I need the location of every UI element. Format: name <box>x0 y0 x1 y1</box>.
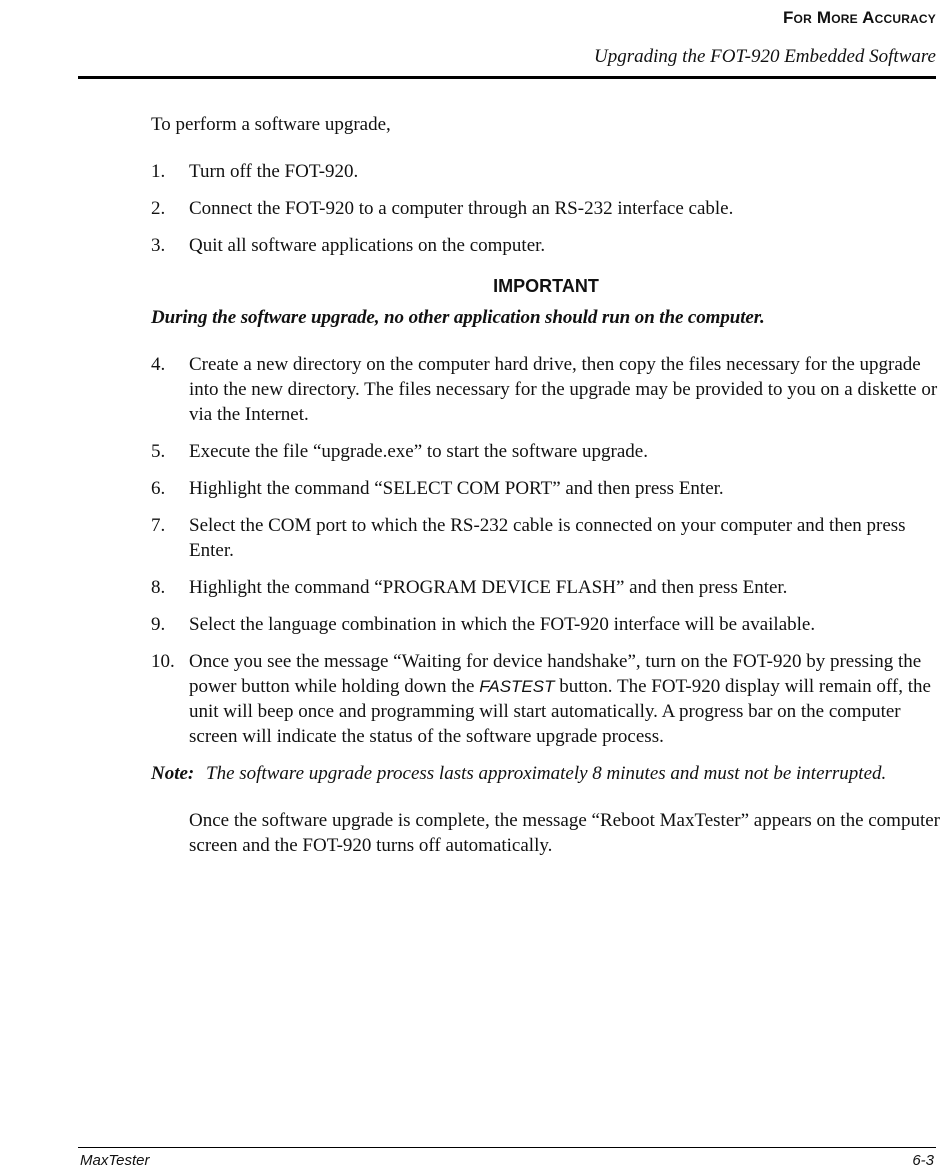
step-text-after: button. The FOT-920 display will remain off, the unit will beep once and programming will start automatically. A progress bar on the computer screen will indicate the status of the software upgrade process. <box>189 676 931 747</box>
step-item <box>151 575 941 600</box>
step-number: 8. <box>151 577 166 598</box>
important-heading: IMPORTANT <box>493 276 599 296</box>
note-block <box>151 761 941 786</box>
steps-list-a <box>151 159 941 258</box>
fastest-button-label: FASTEST <box>479 677 555 696</box>
intro-text: To perform a software upgrade, <box>151 114 391 135</box>
step-item <box>151 233 941 258</box>
step-item <box>151 352 941 427</box>
step-number: 10. <box>151 651 175 672</box>
step-item <box>151 196 941 221</box>
step-text: Highlight the command “SELECT COM PORT” and then press Enter. <box>189 478 724 499</box>
step-text: Select the COM port to which the RS-232 cable is connected on your computer and then press Enter. <box>189 515 906 561</box>
step-text: Execute the file “upgrade.exe” to start the software upgrade. <box>189 441 648 462</box>
step-number: 6. <box>151 478 166 499</box>
step-text: Highlight the command “PROGRAM DEVICE FLASH” and then press Enter. <box>189 577 788 598</box>
step-text: Quit all software applications on the computer. <box>189 235 546 256</box>
step-item <box>151 476 941 501</box>
step-item <box>151 612 941 637</box>
page-number: 6-3 <box>912 1152 934 1169</box>
step-number: 5. <box>151 441 166 462</box>
step-number: 1. <box>151 161 166 182</box>
footer-product: MaxTester <box>80 1152 150 1169</box>
step-text: Create a new directory on the computer hard drive, then copy the files necessary for the upgrade into the new directory. The files necessary for the upgrade may be provided to you on a diskette or via the Internet. <box>189 354 938 425</box>
step-number: 4. <box>151 354 166 375</box>
header-rule <box>78 76 936 79</box>
step-item <box>151 159 941 184</box>
page-body <box>151 112 941 858</box>
note-text: The software upgrade process lasts approximately 8 minutes and must not be interrupted. <box>206 763 887 784</box>
note-label: Note: <box>151 763 195 784</box>
closing-text: Once the software upgrade is complete, the message “Reboot MaxTester” appears on the computer screen and the FOT-920 turns off automatically. <box>189 810 941 856</box>
step-item <box>151 439 941 464</box>
step-number: 9. <box>151 614 166 635</box>
important-text: During the software upgrade, no other application should run on the computer. <box>151 307 765 328</box>
section-title: Upgrading the FOT-920 Embedded Software <box>594 46 936 67</box>
step-text: Connect the FOT-920 to a computer through an RS-232 interface cable. <box>189 198 734 219</box>
step-text-before: Once you see the message “Waiting for device handshake”, turn on the FOT-920 by pressing the power button while holding down the <box>189 651 922 697</box>
step-item <box>151 513 941 563</box>
step-item <box>151 649 941 749</box>
steps-list-b <box>151 352 941 749</box>
step-text: Turn off the FOT-920. <box>189 161 359 182</box>
step-number: 3. <box>151 235 166 256</box>
step-number: 2. <box>151 198 166 219</box>
footer-rule <box>78 1147 936 1148</box>
step-text: Select the language combination in which the FOT-920 interface will be available. <box>189 614 816 635</box>
step-number: 7. <box>151 515 166 536</box>
chapter-title: For More Accuracy <box>782 8 936 27</box>
